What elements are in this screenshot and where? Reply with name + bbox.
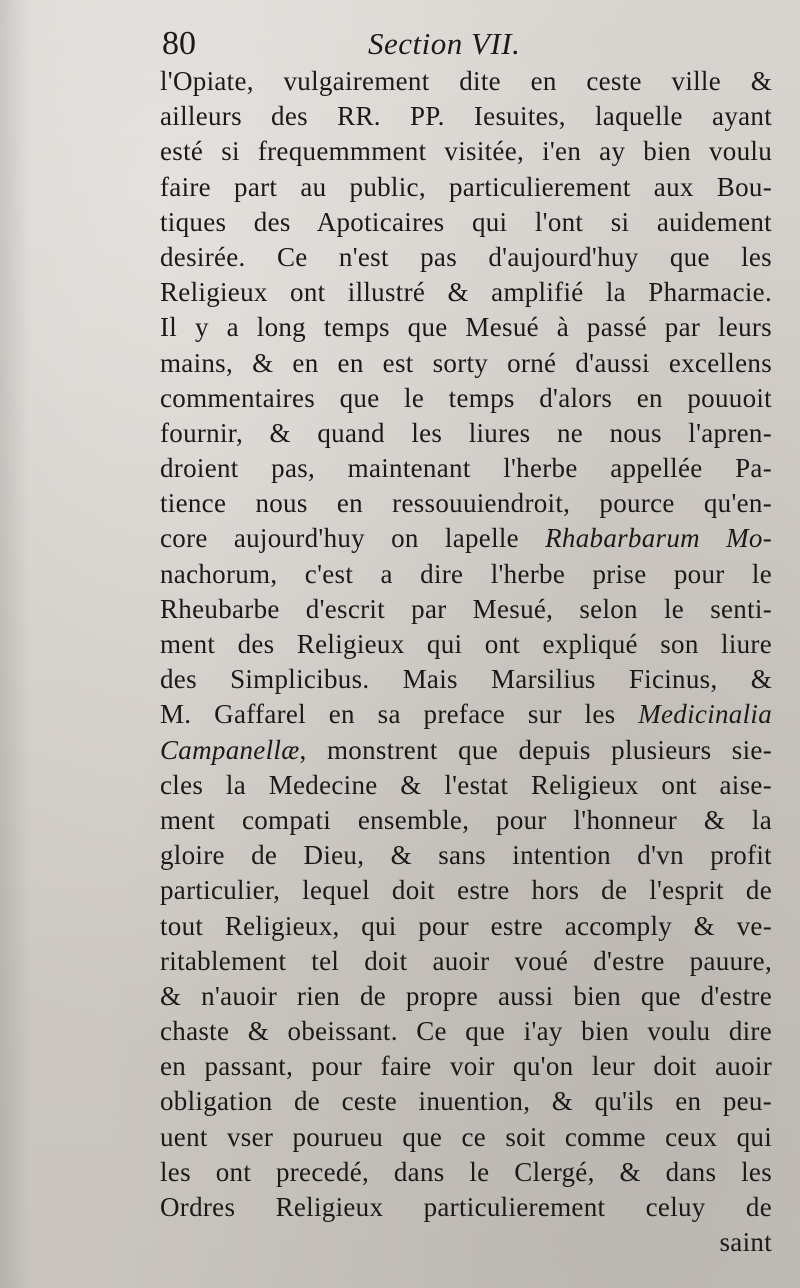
text-line: ailleurs des RR. PP. Iesuites, laquelle ayant (160, 101, 772, 132)
text-line: l'Opiate, vulgairement dite en ceste ville & (160, 66, 772, 96)
text-line-mixed (160, 697, 772, 732)
text-line: faire part au public, particulierement aux Bou- (160, 171, 772, 202)
text-line: les ont precedé, dans le Clergé, & dans les (160, 1156, 772, 1187)
text-line: particulier, lequel doit estre hors de l'esprit de (160, 875, 772, 906)
italic-term: Medicinalia (638, 699, 772, 730)
text-line: tiques des Apoticaires qui l'ont si auidement (160, 206, 772, 237)
gutter-shadow (0, 0, 30, 1288)
text-line: chaste & obeissant. Ce que i'ay bien voulu dire (160, 1016, 772, 1047)
running-head (162, 22, 762, 66)
text-line: des Simplicibus. Mais Marsilius Ficinus, & (160, 664, 772, 695)
text-line: tout Religieux, qui pour estre accomply & ve- (160, 910, 772, 941)
text-segment: core aujourd'huy on lapelle (160, 523, 519, 554)
text-line: & n'auoir rien de propre aussi bien que d'estre (160, 980, 772, 1011)
text-line: en passant, pour faire voir qu'on leur doit auoir (160, 1051, 772, 1082)
italic-term: Campanellæ (160, 734, 300, 765)
page-number: 80 (162, 25, 196, 62)
text-line: esté si frequemmment visitée, i'en ay bien voulu (160, 136, 772, 167)
text-line-mixed (160, 521, 772, 556)
text-line: ment des Religieux qui ont expliqué son liure (160, 629, 772, 659)
text-line-mixed (160, 733, 772, 768)
text-line: droient pas, maintenant l'herbe appellée Pa- (160, 453, 772, 484)
text-segment: M. Gaffarel en sa preface sur les (160, 699, 616, 730)
text-line: mains, & en en est sorty orné d'aussi excellens (160, 347, 772, 378)
text-line: obligation de ceste inuention, & qu'ils en peu- (160, 1086, 772, 1117)
text-line: ritablement tel doit auoir voué d'estre pauure, (160, 945, 772, 976)
text-line: Rheubarbe d'escrit par Mesué, selon le senti- (160, 593, 772, 624)
catchword: saint (719, 1227, 772, 1258)
text-line: tience nous en ressouuiendroit, pource qu'en- (160, 488, 772, 519)
text-line: commentaires que le temps d'alors en pouuoit (160, 382, 772, 413)
text-line: desirée. Ce n'est pas d'aujourd'huy que les (160, 241, 772, 272)
text-line: fournir, & quand les liures ne nous l'apren- (160, 417, 772, 448)
text-segment: , monstrent que depuis plusieurs sie- (299, 734, 772, 765)
italic-term: Rhabarbarum Mo- (545, 523, 772, 554)
text-line-mixed (160, 557, 772, 592)
text-line: uent vser pourueu que ce soit comme ceux qui (160, 1121, 772, 1152)
text-line: Il y a long temps que Mesué à passé par leurs (160, 312, 772, 343)
section-title: Section VII. (368, 26, 521, 61)
text-line: ment compati ensemble, pour l'honneur & la (160, 804, 772, 835)
text-segment: nachorum, c'est a dire l'herbe prise pour le (160, 558, 772, 589)
text-line: Ordres Religieux particulierement celuy de (160, 1192, 772, 1222)
text-line: cles la Medecine & l'estat Religieux ont aise- (160, 769, 772, 800)
text-line: gloire de Dieu, & sans intention d'vn profit (160, 840, 772, 871)
text-line: Religieux ont illustré & amplifié la Pharmacie. (160, 277, 772, 308)
body-text (160, 64, 772, 1260)
